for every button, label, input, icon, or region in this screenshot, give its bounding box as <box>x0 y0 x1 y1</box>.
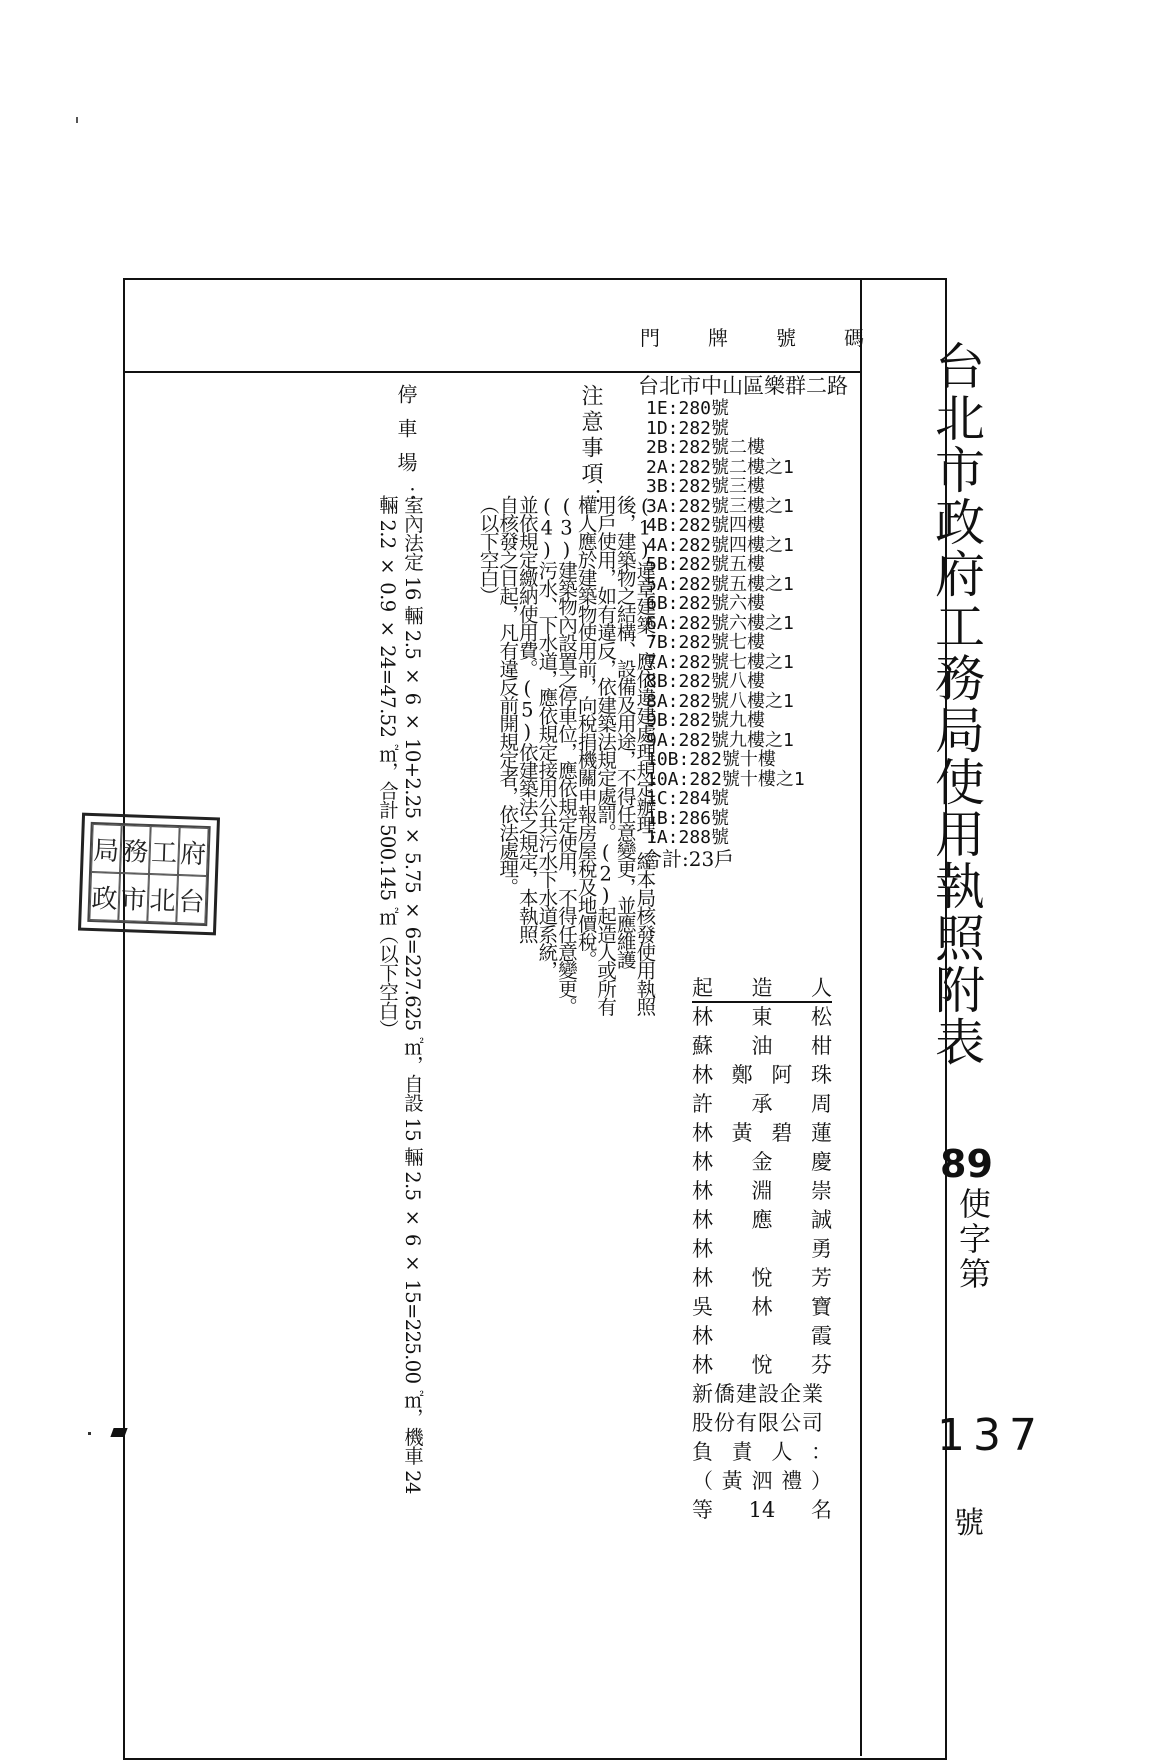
builder-char: 鄭 <box>731 1063 753 1087</box>
seal-char: 政 <box>89 872 120 921</box>
builder-char: 林 <box>692 1208 713 1232</box>
rep-char: 負 <box>692 1440 713 1464</box>
notes-column: 後，建築物之結構、設備及用途，不得任意變更，並應維護 <box>613 495 637 969</box>
builder-char: 柑 <box>811 1034 832 1058</box>
rep-name-char: 泗 <box>751 1469 773 1493</box>
address-line: 1C:284號 <box>646 788 730 809</box>
notes-column: (1)違章建築，應依違建處理規定辦理，經本局核發使用執照 <box>633 495 657 1016</box>
builder-char: 碧 <box>771 1121 793 1145</box>
builders-title-char: 造 <box>751 976 773 1000</box>
parking-line-1: 室內法定 16 輛 2.5 × 6 × 10+2.25 × 5.75 × 6=227.625 ㎡，自設 15 輛 2.5 × 6 × 15=225.00 ㎡，機車 24 <box>401 495 424 1494</box>
etc-count: 14 <box>748 1498 776 1522</box>
parking-line-2: 輛 2.2 × 0.9 × 24=47.52 ㎡，合計 500.145 ㎡（以下空白） <box>376 495 399 1039</box>
header-char: 門 <box>640 326 661 350</box>
builder-char: 應 <box>751 1208 773 1232</box>
builder-rep-row <box>692 1438 832 1467</box>
builder-char: 松 <box>811 1005 832 1029</box>
builder-char: 油 <box>751 1034 773 1058</box>
license-number: 137 <box>937 1410 1045 1461</box>
builder-char: 蘇 <box>692 1034 713 1058</box>
builder-char: 誠 <box>811 1208 832 1232</box>
builder-company: 股份有限公司 <box>692 1411 824 1435</box>
etc-char: 名 <box>810 1498 832 1522</box>
address-line: 3B:282號三樓 <box>646 476 766 497</box>
builder-char: 金 <box>751 1150 773 1174</box>
address-line: 9A:282號九樓之1 <box>646 729 794 751</box>
scan-speck <box>88 1432 91 1435</box>
builder-row <box>692 1235 832 1264</box>
builder-char: 林 <box>692 1150 713 1174</box>
builder-char: 吳 <box>692 1295 713 1319</box>
rep-name-char: 黃 <box>721 1469 743 1493</box>
rep-name-char: ） <box>811 1469 832 1493</box>
address-line: 4A:282號四樓之1 <box>646 534 794 556</box>
license-year: 89 <box>940 1142 993 1186</box>
builder-char: 黃 <box>731 1121 753 1145</box>
seal-char: 府 <box>178 827 209 876</box>
builder-char: 崇 <box>811 1179 832 1203</box>
builder-char: 林 <box>692 1005 713 1029</box>
official-seal-stamp <box>78 813 220 936</box>
builder-char: 周 <box>811 1092 832 1116</box>
notes-column: （以下空白） <box>476 495 500 605</box>
builder-row <box>692 1061 832 1090</box>
etc-char: 等 <box>692 1498 713 1522</box>
builder-rep-name-row <box>692 1467 832 1496</box>
address-line: 1D:282號 <box>646 417 730 439</box>
address-line: 1B:286號 <box>646 807 730 829</box>
address-line: 3A:282號三樓之1 <box>646 495 794 517</box>
rep-char: ： <box>810 1440 832 1464</box>
address-line: 8B:282號八樓 <box>646 671 766 692</box>
license-prefix: 使字第 <box>954 1187 992 1292</box>
builder-char: 林 <box>692 1237 713 1261</box>
builder-char: 林 <box>692 1266 713 1290</box>
builder-char: 林 <box>751 1295 773 1319</box>
builder-row <box>692 1148 832 1177</box>
title-divider <box>860 278 862 1756</box>
builder-char: 林 <box>692 1063 713 1087</box>
builder-char: 林 <box>692 1324 713 1348</box>
notes-column: 用戶使用，如有違反，依建築法規定處罰。(2)起造人或所有 <box>594 495 618 1016</box>
builders-title-char: 起 <box>692 976 713 1000</box>
address-line: 1E:280號 <box>646 398 730 419</box>
notes-title: 注意事項： <box>578 384 603 514</box>
builder-row <box>692 1351 832 1380</box>
builder-char: 霞 <box>811 1324 832 1348</box>
address-line: 7A:282號七樓之1 <box>646 651 794 673</box>
builder-row <box>692 1264 832 1293</box>
builder-char: 許 <box>692 1092 713 1116</box>
builder-row <box>692 1322 832 1351</box>
seal-char: 台 <box>176 875 207 924</box>
builder-char: 慶 <box>811 1150 832 1174</box>
rep-char: 人 <box>771 1440 793 1464</box>
license-suffix: 號 <box>954 1506 984 1541</box>
seal-char: 市 <box>118 873 149 922</box>
address-line: 9B:282號九樓 <box>646 710 766 731</box>
builder-char: 林 <box>692 1179 713 1203</box>
address-line: 4B:282號四樓 <box>646 515 766 536</box>
builder-row <box>692 1293 832 1322</box>
builder-char: 淵 <box>751 1179 773 1203</box>
notes-column: (4)污水、下水道，應依規定接用公共污水下水道系統， <box>535 495 559 979</box>
notes-column: 並依規定繳納使用費。(5)依建築法之規定，本執照 <box>515 495 539 943</box>
builder-char: 悅 <box>751 1266 773 1290</box>
builder-row <box>692 1090 832 1119</box>
address-total: 合計:23戶 <box>642 846 735 871</box>
builder-char: 芬 <box>811 1353 832 1377</box>
builder-char: 勇 <box>811 1237 832 1261</box>
builder-row <box>692 1119 832 1148</box>
parking-label: 停車場： <box>394 384 418 520</box>
seal-char: 務 <box>120 825 151 874</box>
seal-char: 北 <box>147 874 178 923</box>
builder-char: 林 <box>692 1121 713 1145</box>
address-line: 5A:282號五樓之1 <box>646 573 794 595</box>
notes-column: 自核發之日起，凡有違反前開規定者，依法處理。 <box>496 495 520 896</box>
address-line: 6A:282號六樓之1 <box>646 612 794 634</box>
side-title: 台北市政府工務局使用執照附表 <box>927 340 985 1068</box>
builder-row <box>692 1032 832 1061</box>
address-line: 1A:288號 <box>646 827 730 848</box>
builder-char: 林 <box>692 1353 713 1377</box>
address-line: 10B:282號十樓 <box>646 749 776 770</box>
builder-etc-row <box>692 1496 832 1525</box>
address-line: 7B:282號七樓 <box>646 632 766 653</box>
builder-char: 東 <box>751 1005 773 1029</box>
seal-char: 工 <box>149 826 180 875</box>
rep-name-char: （ <box>692 1469 713 1493</box>
builder-char: 悅 <box>751 1353 773 1377</box>
header-char: 碼 <box>844 326 865 350</box>
address-line: 5B:282號五樓 <box>646 554 766 575</box>
builder-row <box>692 1003 832 1032</box>
notes-column: 權人應於建築物使用前，向稅捐機關申報房屋稅及地價稅。 <box>574 495 598 969</box>
builder-char: 承 <box>751 1092 773 1116</box>
address-line: 8A:282號八樓之1 <box>646 690 794 712</box>
address-list <box>638 399 853 848</box>
builders-block <box>692 975 832 1525</box>
address-street: 台北市中山區樂群二路 <box>638 374 848 398</box>
notes-column: (3)建築物內設置之停車位，應依規定使用，不得任意變更。 <box>554 495 578 1016</box>
builder-row <box>692 1177 832 1206</box>
notes-body <box>476 495 657 1535</box>
builder-company: 新僑建設企業 <box>692 1382 824 1406</box>
seal-char: 局 <box>91 824 122 873</box>
header-char: 牌 <box>708 326 729 350</box>
builder-char: 珠 <box>810 1063 832 1087</box>
address-line: 6B:282號六樓 <box>646 593 766 614</box>
rep-char: 責 <box>731 1440 753 1464</box>
seal-grid <box>87 822 210 926</box>
builder-char: 寶 <box>811 1295 832 1319</box>
rep-name-char: 禮 <box>781 1469 803 1493</box>
builders-title-char: 人 <box>811 976 832 1000</box>
scan-speck <box>76 117 78 123</box>
builder-char: 阿 <box>771 1063 793 1087</box>
builder-char: 蓮 <box>810 1121 832 1145</box>
address-line: 10A:282號十樓之1 <box>646 768 805 790</box>
address-line: 2B:282號二樓 <box>646 437 766 458</box>
builder-char: 芳 <box>811 1266 832 1290</box>
builder-row <box>692 1206 832 1235</box>
header-char: 號 <box>776 326 797 350</box>
address-block <box>638 373 853 870</box>
address-line: 2A:282號二樓之1 <box>646 456 794 478</box>
builders-title <box>692 975 832 1003</box>
